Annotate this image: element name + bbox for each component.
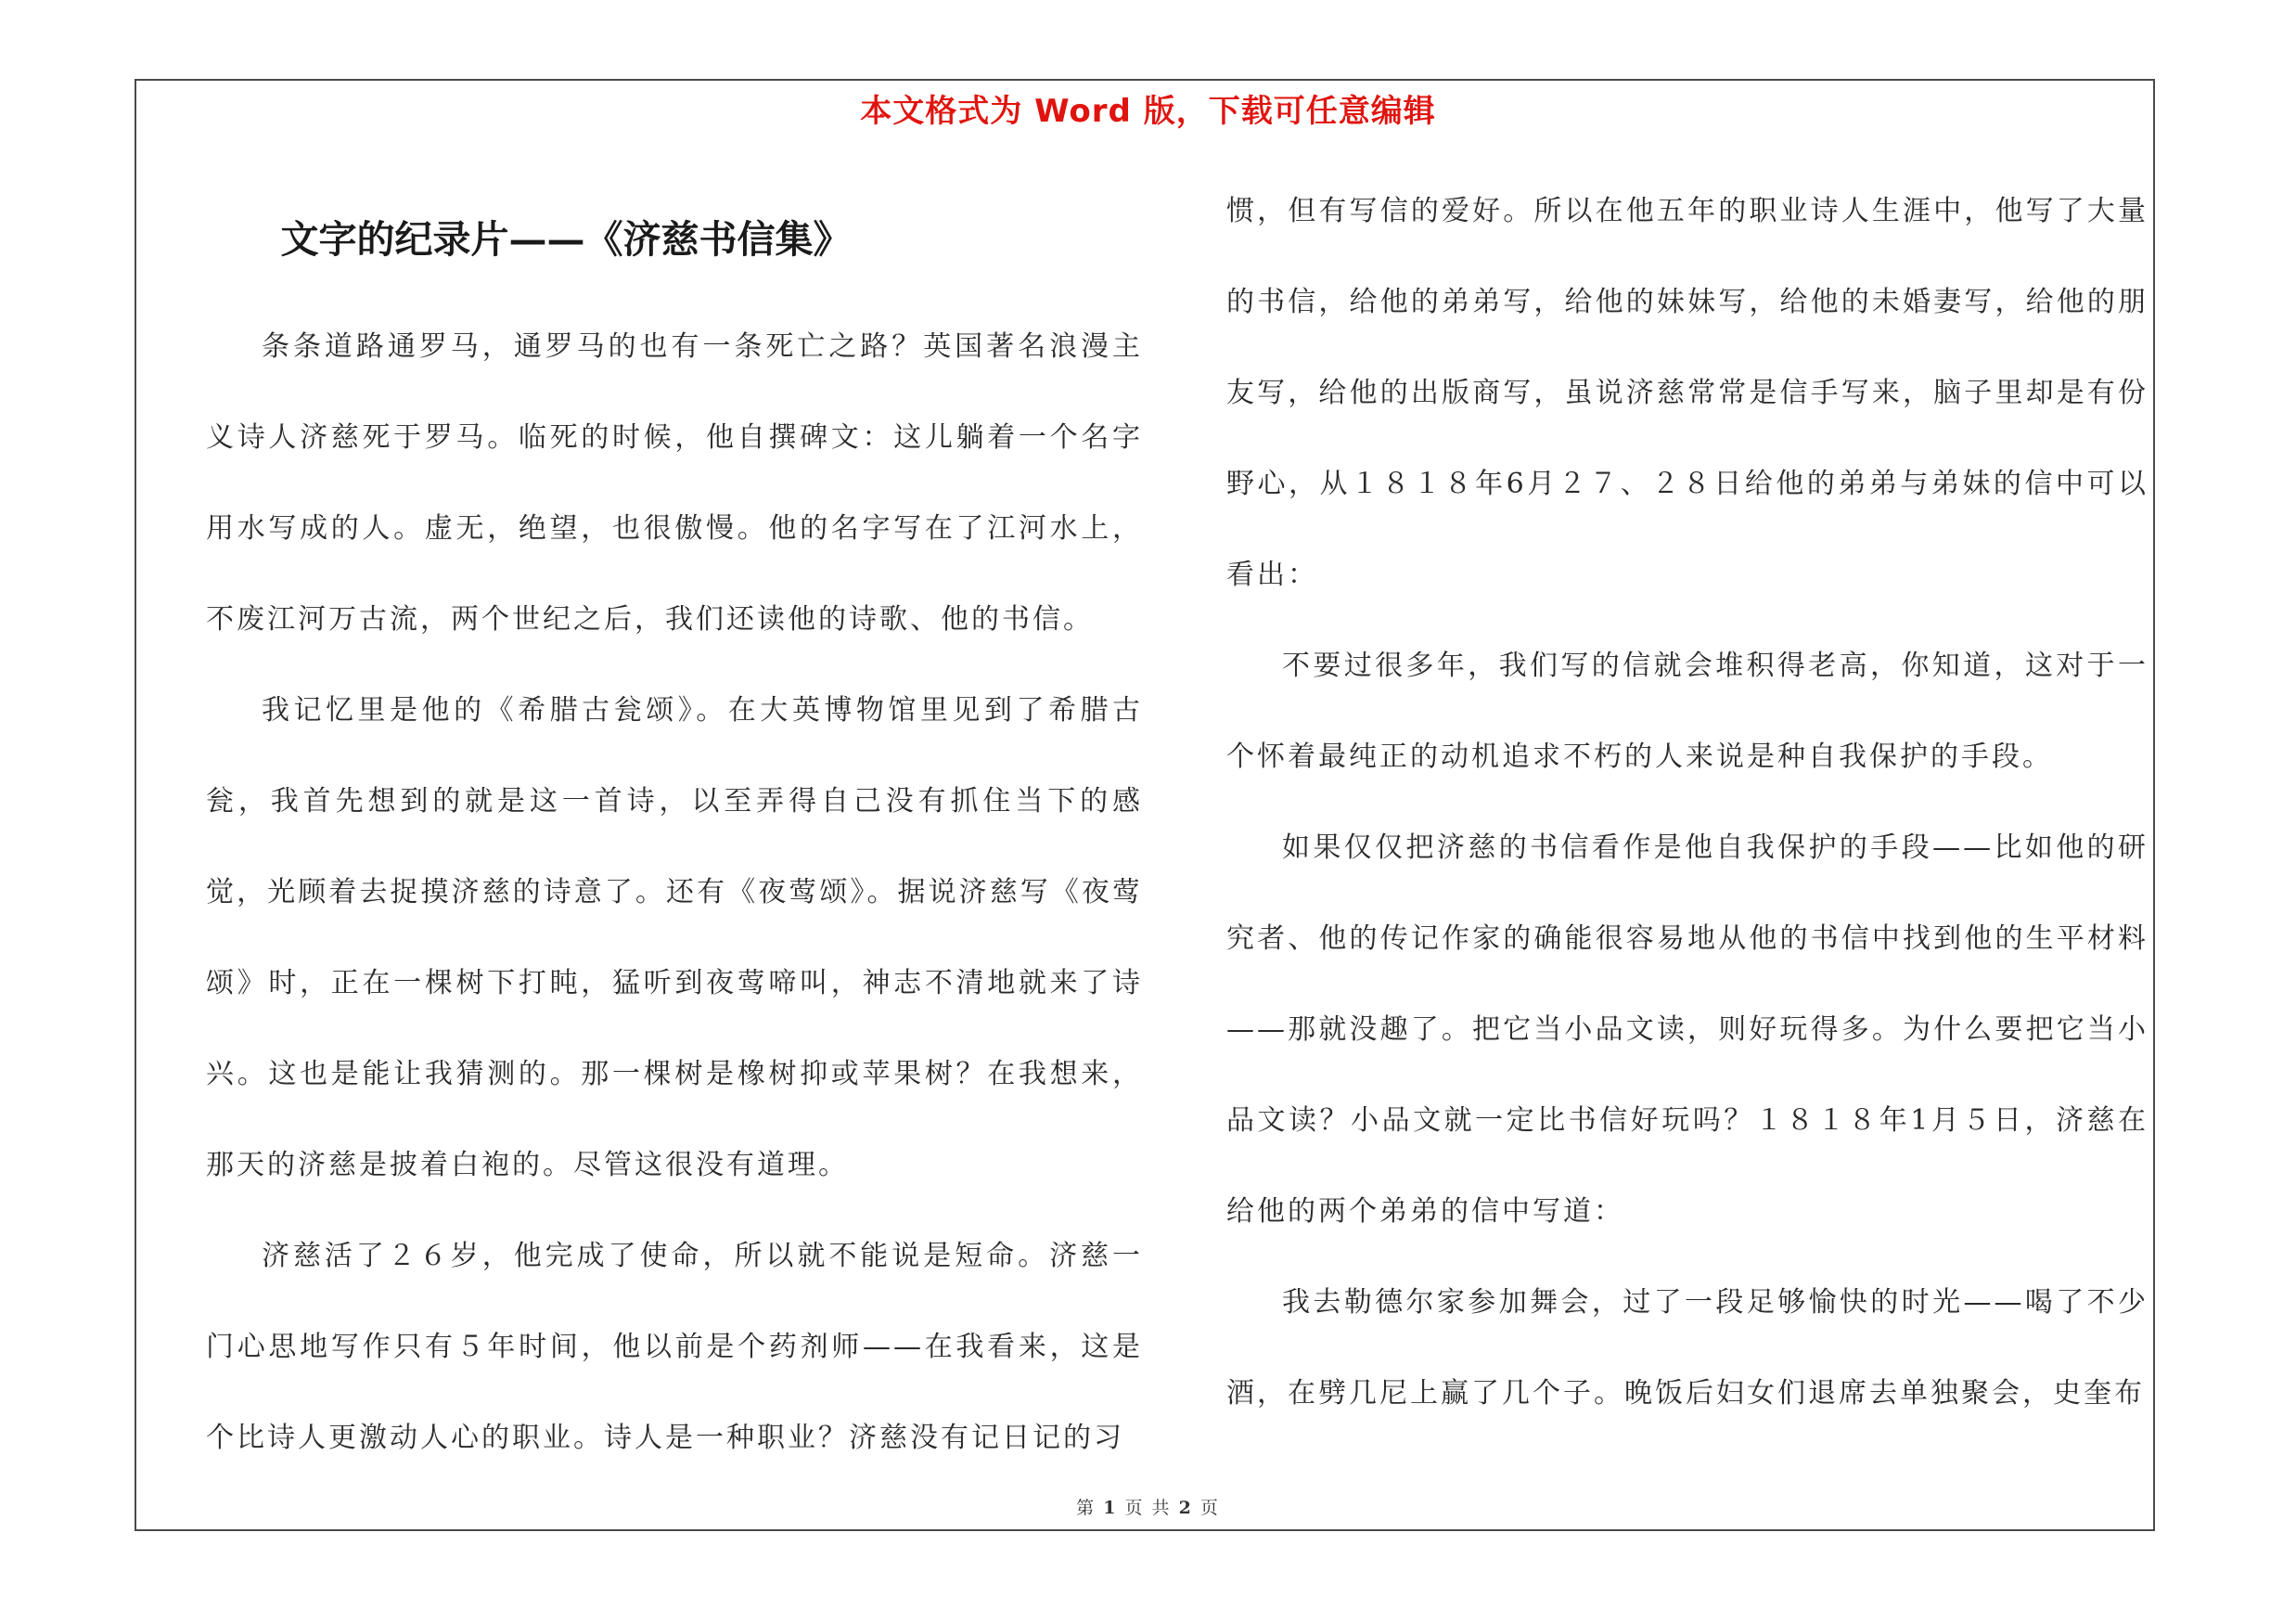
paragraph: 不要过很多年，我们写的信就会堆积得老高，你知道，这对于一个怀着最纯正的动机追求不朽的人来说是种自我保护的手段。 (1226, 650, 2148, 773)
paragraph: 如果仅仅把济慈的书信看作是他自我保护的手段——比如他的研究者、他的传记作家的确能很容易地从他的书信中找到他的生平材料——那就没趣了。把它当小品文读，则好玩得多。为什么要把它当小品文读？小品文就一定比书信好玩吗？１８１８年1月５日，济慈在给他的两个弟弟的信中写道： (1226, 831, 2148, 1228)
left-column (206, 302, 1143, 1484)
paragraph: 我去勒德尔家参加舞会，过了一段足够愉快的时光——喝了不少酒，在劈几尼上赢了几个子。晚饭后妇女们退席去单独聚会，史奎布 (1226, 1286, 2148, 1410)
word-format-banner: 本文格式为 Word 版，下载可任意编辑 (860, 93, 1436, 130)
footer-suffix: 页 (1199, 1498, 1220, 1518)
paragraph: 我记忆里是他的《希腊古瓮颂》。在大英博物馆里见到了希腊古瓮，我首先想到的就是这一首诗，以至弄得自己没有抓住当下的感觉，光顾着去捉摸济慈的诗意了。还有《夜莺颂》。据说济慈写《夜莺颂》时，正在一棵树下打盹，猛听到夜莺啼叫，神志不清地就来了诗兴。这也是能让我猜测的。那一棵树是橡树抑或苹果树？在我想来，那天的济慈是披着白袍的。尽管这很没有道理。 (206, 694, 1143, 1181)
right-column (1226, 166, 2148, 1439)
footer-middle: 页 共 (1124, 1498, 1172, 1518)
page-footer (0, 1494, 2296, 1519)
paragraph-continued: 惯，但有写信的爱好。所以在他五年的职业诗人生涯中，他写了大量的书信，给他的弟弟写，给他的妹妹写，给他的未婚妻写，给他的朋友写，给他的出版商写，虽说济慈常常是信手写来，脑子里却是有份野心，从１８１８年6月２７、２８日给他的弟弟与弟妹的信中可以看出： (1226, 195, 2148, 591)
paragraph: 济慈活了２６岁，他完成了使命，所以就不能说是短命。济慈一门心思地写作只有５年时间，他以前是个药剂师——在我看来，这是个比诗人更激动人心的职业。诗人是一种职业？济慈没有记日记的习 (206, 1240, 1143, 1454)
document-title: 文字的纪录片——《济慈书信集》 (280, 217, 852, 262)
current-page-number: 1 (1103, 1498, 1118, 1518)
paragraph: 条条道路通罗马，通罗马的也有一条死亡之路？英国著名浪漫主义诗人济慈死于罗马。临死的时候，他自撰碑文：这儿躺着一个名字用水写成的人。虚无，绝望，也很傲慢。他的名字写在了江河水上，不废江河万古流，两个世纪之后，我们还读他的诗歌、他的书信。 (206, 330, 1143, 636)
total-page-count: 2 (1178, 1498, 1193, 1518)
footer-prefix: 第 (1076, 1498, 1097, 1518)
